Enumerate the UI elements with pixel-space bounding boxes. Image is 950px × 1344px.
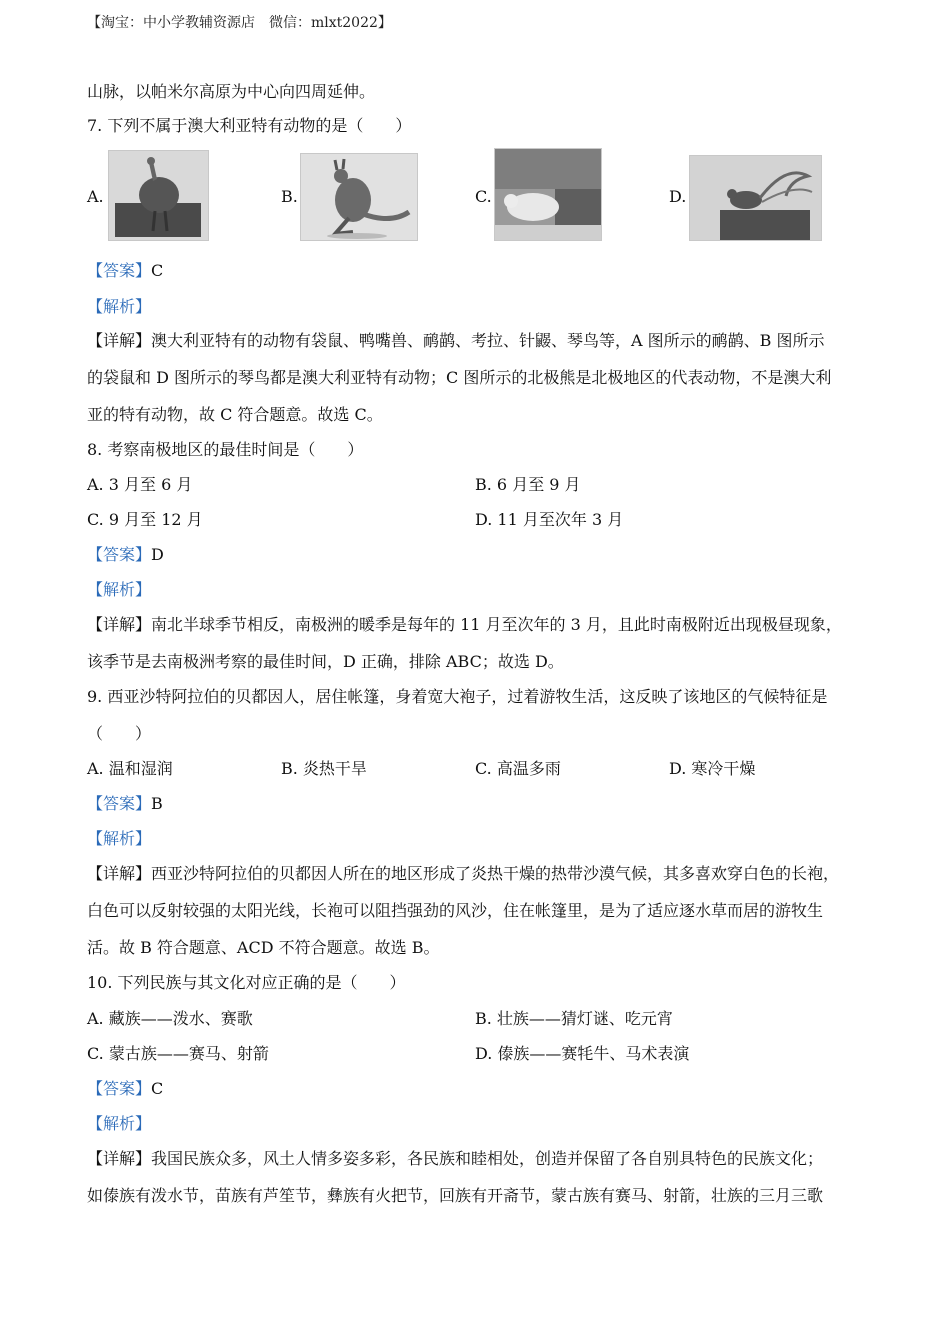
q10-answer (87, 1078, 163, 1100)
detail-tag: 【详解】 (87, 1149, 152, 1168)
q7-stem: 7. 下列不属于澳大利亚特有动物的是（ ） (87, 116, 412, 135)
q8-option-d: D. 11 月至次年 3 月 (475, 510, 624, 529)
q9-detail-line-3: 活。故 B 符合题意、ACD 不符合题意。故选 B。 (87, 938, 440, 957)
q7-option-a-label: A. (87, 187, 104, 206)
q7-analysis-tag: 【解析】 (87, 297, 152, 316)
q7-answer (87, 260, 163, 282)
q8-option-b: B. 6 月至 9 月 (475, 475, 581, 494)
q10-detail-line-1: 【详解】我国民族众多，风土人情多姿多彩，各民族和睦相处，创造并保留了各自别具特色的民族文化； (87, 1149, 824, 1168)
lyrebird-drawing (690, 156, 821, 240)
kangaroo-drawing (301, 154, 417, 240)
q9-option-a: A. 温和湿润 (87, 759, 173, 778)
q8-stem: 8. 考察南极地区的最佳时间是（ ） (87, 440, 364, 459)
answer-value: C (151, 1079, 164, 1098)
q9-answer (87, 793, 163, 815)
q7-option-d-label: D. (669, 187, 687, 206)
q10-option-a: A. 藏族——泼水、赛歌 (87, 1009, 253, 1028)
q10-option-c: C. 蒙古族——赛马、射箭 (87, 1044, 269, 1063)
polar-bear-image (494, 148, 602, 241)
q8-answer (87, 544, 164, 566)
answer-value: C (151, 261, 164, 280)
polar-bear-drawing (495, 149, 601, 240)
q9-detail-line-1: 【详解】西亚沙特阿拉伯的贝都因人所在的地区形成了炎热干燥的热带沙漠气候，其多喜欢穿白色的长袍， (87, 864, 840, 883)
q9-detail-line-2: 白色可以反射较强的太阳光线，长袍可以阻挡强劲的风沙，住在帐篷里，是为了适应逐水草而居的游牧生 (87, 901, 824, 920)
intro-text: 山脉，以帕米尔高原为中心向四周延伸。 (87, 82, 376, 101)
emu-drawing (109, 151, 208, 240)
q8-detail-line-2: 该季节是去南极洲考察的最佳时间，D 正确，排除 ABC；故选 D。 (87, 652, 564, 671)
detail-tag: 【详解】 (87, 331, 152, 350)
q10-option-d: D. 傣族——赛牦牛、马术表演 (475, 1044, 690, 1063)
answer-value: B (151, 794, 163, 813)
kangaroo-image (300, 153, 418, 241)
q8-analysis-tag: 【解析】 (87, 580, 152, 599)
q8-option-c: C. 9 月至 12 月 (87, 510, 203, 529)
lyrebird-image (689, 155, 822, 241)
q9-stem-paren: （ ） (87, 724, 152, 743)
q8-option-a: A. 3 月至 6 月 (87, 475, 193, 494)
q7-detail-line-2: 的袋鼠和 D 图所示的琴鸟都是澳大利亚特有动物；C 图所示的北极熊是北极地区的代表动物，不是澳大利 (87, 368, 832, 387)
q7-detail-line-1: 【详解】澳大利亚特有的动物有袋鼠、鸭嘴兽、鸸鹋、考拉、针鼹、琴鸟等，A 图所示的鸸鹋、B 图所示 (87, 331, 825, 350)
q9-option-c: C. 高温多雨 (475, 759, 561, 778)
q10-stem: 10. 下列民族与其文化对应正确的是（ ） (87, 973, 406, 992)
q9-stem: 9. 西亚沙特阿拉伯的贝都因人，居住帐篷，身着宽大袍子，过着游牧生活，这反映了该地区的气候特征是 (87, 687, 828, 706)
q10-option-b: B. 壮族——猜灯谜、吃元宵 (475, 1009, 673, 1028)
q9-option-d: D. 寒冷干燥 (669, 759, 756, 778)
answer-tag: 【答案】 (87, 261, 152, 280)
emu-image (108, 150, 209, 241)
q8-detail-line-1: 【详解】南北半球季节相反，南极洲的暖季是每年的 11 月至次年的 3 月，且此时南极附近出现极昼现象， (87, 615, 842, 634)
q10-detail-line-2: 如傣族有泼水节，苗族有芦笙节，彝族有火把节，回族有开斋节，蒙古族有赛马、射箭，壮族的三月三歌 (87, 1186, 824, 1205)
q7-option-b-label: B. (281, 187, 298, 206)
q7-detail-line-3: 亚的特有动物，故 C 符合题意。故选 C。 (87, 405, 383, 424)
q9-analysis-tag: 【解析】 (87, 829, 152, 848)
answer-tag: 【答案】 (87, 1079, 152, 1098)
detail-tag: 【详解】 (87, 864, 152, 883)
answer-tag: 【答案】 (87, 794, 152, 813)
answer-tag: 【答案】 (87, 545, 152, 564)
answer-value: D (151, 545, 164, 564)
q9-option-b: B. 炎热干旱 (281, 759, 367, 778)
q7-option-c-label: C. (475, 187, 492, 206)
detail-tag: 【详解】 (87, 615, 152, 634)
q10-analysis-tag: 【解析】 (87, 1114, 152, 1133)
page-header: 【淘宝：中小学教辅资源店 微信：mlxt2022】 (87, 15, 392, 31)
